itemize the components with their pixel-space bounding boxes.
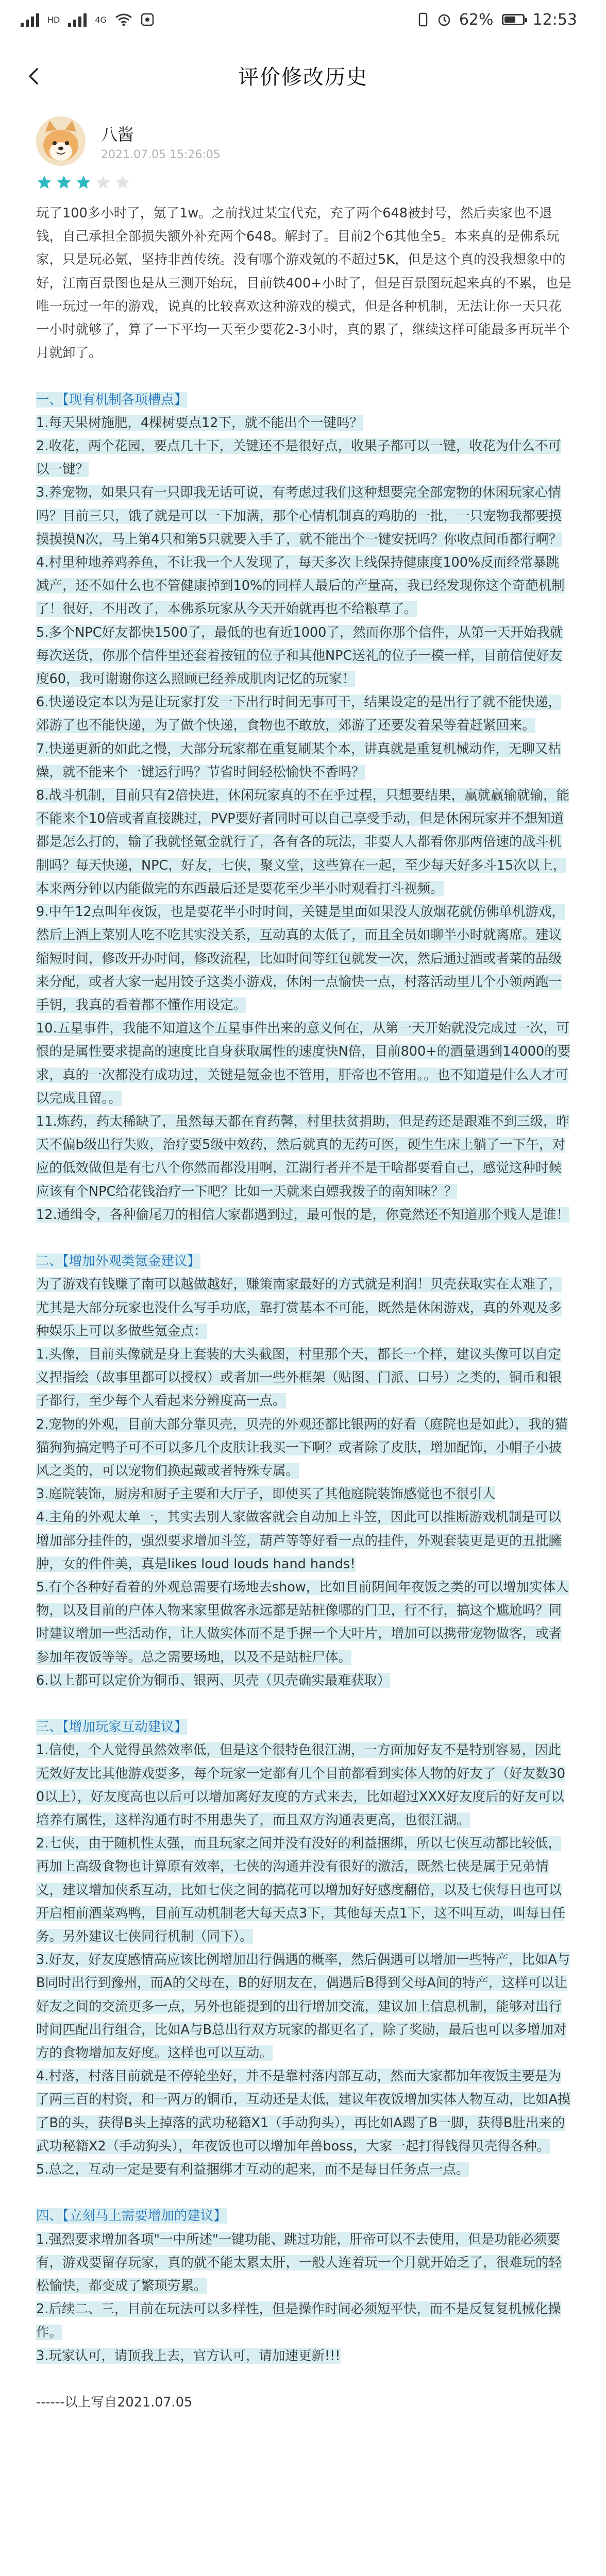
paragraph-text: 玩了100多小时了，氪了1w。之前找过某宝代充，充了两个648被封号，然后卖家也不退钱，自己承担全部损失额外补充两个648。解封了。目前2个6其他全5。本来真的是佛系玩家，只是玩必氪，坚持非酋传统。没有哪个游戏氪的不超过5K，但是这个真的没我想象中的好，江南百景图也是从三测开始玩，目前铁400+小时了，但是百景图玩起来真的不累，也是唯一玩过一年的游戏，说真的比较喜欢这种游戏的模式，但是各种机制，无法让你一天只花一小时就够了，算了一下平均一天至少要花2-3小时，真的累了，继续这样可能最多再玩半个月就卸了。 — [36, 206, 572, 361]
paragraph-text: 4.村里种地养鸡养鱼，不让我一个人发现了，每天多次上线保持健康度100%反而经常暴跳减产，还不如什么也不管健康掉到10%的同样人最后的产量高，我已经发现你这个奇葩机制了！很好，不用改了，本佛系玩家从今天开始就再也不给粮草了。 — [36, 555, 565, 617]
paragraph-text: 3.好友，好友度感情高应该比例增加出行偶遇的概率，然后偶遇可以增加一些特产，比如A与B同时出行到豫州，而A的父母在，B的好朋友在，偶遇后B得到父母A间的特产，这样可以让好友之间的交流更多一点，另外也能提到的出行增加交流，建议加上信息机制，能够对出行时间匹配出行组合，比如A与B总出行双方玩家的都更名了，除了奖励，最后也可以多增加对方的食物增加友好度。这样也可以互动。 — [36, 1952, 570, 2061]
paragraph-text: 1.每天果树施肥，4棵树要点12下，就不能出个一键吗？ — [36, 415, 363, 431]
paragraph-text: 8.战斗机制，目前只有2倍快进，休闲玩家真的不在乎过程，只想要结果，赢就赢输就输，能不能来个10倍或者直接跳过，PVP要好者同时可以自己享受手动，但是休闲玩家并不想知道都是怎么打的，输了我就怪氪金就行了，各有各的玩法，非要人人都看你那两倍速的战斗机制吗？每天快递，NPC，好友，七侠，聚义堂，这些算在一起，至少每天好多斗15次以上，本来两分钟以内能做完的东西最后还是要花至少半小时观看打斗视频。 — [36, 788, 570, 896]
star-icon — [36, 174, 53, 191]
paragraph-text — [36, 1230, 40, 1246]
review-paragraph — [36, 2298, 572, 2344]
review-paragraph — [36, 1506, 572, 1576]
paragraph-text: 3.玩家认可，请顶我上去，官方认可，请加速更新!!! — [36, 2348, 341, 2364]
paragraph-text: 5.有个各种好看着的外观总需要有场地去show，比如目前阴间年夜饭之类的可以增加实体人物，以及目前的户体人物来家里做客永远都是站桩像哪的门卫，行不行，搞这个尴尬吗？同时建议增加一些活动作，让人做实体而不是手握一个大叶片，增加可以携带宠物做客，或者参加年夜饭等等。总之需要场地，以及不是站桩尸体。 — [36, 1579, 569, 1665]
nav-header — [0, 39, 606, 111]
review-paragraph — [36, 1110, 572, 1204]
review-paragraph — [36, 1204, 572, 1227]
review-paragraph — [36, 1716, 572, 1739]
back-button[interactable] — [15, 58, 53, 95]
star-rating — [36, 174, 131, 191]
paragraph-text: 2.收花，两个花园，要点几十下，关键还不是很好点，收果子都可以一键，收花为什么不可以一键？ — [36, 438, 561, 478]
paragraph-text: 12.通缉令，各种偷尾刀的相信大家都遇到过，最可恨的是，你竟然还不知道那个贱人是谁！ — [36, 1207, 570, 1223]
review-paragraph — [36, 1669, 572, 1692]
paragraph-text: 2.宠物的外观，目前大部分靠贝壳，贝壳的外观还都比银两的好看（庭院也是如此），我的猫猫狗狗搞定鸭子可不可以多几个皮肤让我买一下啊？或者除了皮肤，增加配饰，小帽子小披风之类的，可以宠物们换起戴或者特殊专属。 — [36, 1416, 568, 1479]
paragraph-text: 4.村落，村落目前就是不停轮坐好，并不是靠村落内部互动，然而大家都加年夜饭主要是为了两三百的村资，和一两万的铜币，互动还是太低，建议年夜饭增加实体人物互动，比如A摸了B的头，获得B头上掉落的武功秘籍X1（手动狗头），再比如A踢了B一脚，获得B肚出来的武功秘籍X2（手动狗头），年夜饭也可以增加年兽boss，大家一起打得钱得贝壳得各种。 — [36, 2069, 571, 2154]
review-paragraph — [36, 784, 572, 901]
review-content — [36, 202, 572, 2414]
paragraph-text — [36, 368, 40, 384]
review-paragraph — [36, 2205, 572, 2228]
network-label: HD — [47, 14, 60, 25]
paragraph-text: 5.总之，互动一定是要有利益捆绑才互动的起来，而不是每日任务点一点。 — [36, 2162, 469, 2178]
review-paragraph — [36, 388, 572, 412]
reviewer-name: 八酱 — [101, 125, 134, 144]
paragraph-text: 5.多个NPC好友都快1500了，最低的也有近1000了，然而你那个信件，从第一天开始我就每次送货，你那个信件里还套着按钮的位子和其他NPC送礼的位子一模一样，目前信使好友度60，我可谢谢你这么照顾已经养成肌肉记忆的玩家！ — [36, 624, 563, 687]
section-heading: 二、【增加外观类氪金建议】 — [36, 1253, 200, 1269]
paragraph-text: 7.快递更新的如此之慢，大部分玩家都在重复刷某个本，讲真就是重复机械动作，无聊又枯燥，就不能来个一键运行吗？节省时间轻松愉快不香吗？ — [36, 741, 561, 780]
battery-icon — [502, 14, 525, 25]
review-paragraph — [36, 2345, 572, 2368]
paragraph-text: 9.中午12点叫年夜饭，也是要花半小时时间，关键是里面如果没人放烟花就仿佛单机游戏，然后上酒上菜别人吃不吃其实没关系，互动真的太低了，而且全员如聊半小时就离席。建议缩短时间，修改开办时间，修改流程，比如时间等红包就发一次，然后通过酒或者菜的品级来分配，或者大家一起用饺子这类小游戏，休闲一点愉快一点，村落活动里几个小领两跑一手钥，我真的看着都不懂作用设定。 — [36, 904, 565, 1013]
paragraph-text: 6.快递设定本以为是让玩家打发一下出行时间无事可干，结果设定的是出行了就不能快递，郊游了也不能快递，为了做个快递，食物也不敢放，郊游了还要发着呆等着赶紧回来。 — [36, 694, 561, 734]
paragraph-text: 3.庭院装饰，厨房和厨子主要和大厅子，即使买了其他庭院装饰感觉也不很引人 — [36, 1486, 496, 1502]
section-heading: 三、【增加玩家互动建议】 — [36, 1719, 188, 1735]
review-paragraph — [36, 2158, 572, 2181]
alarm-icon — [437, 13, 451, 26]
review-paragraph — [36, 2228, 572, 2298]
review-paragraph — [36, 2181, 572, 2205]
dog-avatar-icon — [36, 116, 86, 166]
review-paragraph — [36, 738, 572, 784]
cell-signal-icon — [68, 12, 87, 27]
chevron-left-icon — [24, 66, 44, 87]
paragraph-text: 2.七侠，由于随机性太强，而且玩家之间并没有没好的利益捆绑，所以七侠互动都比较低，再加上高级食物也计算原有效率，七侠的沟通并没有很好的激活，既然七侠是属于兄弟情义，建议增加侠系互动，比如七侠之间的搞花可以增加好好感度翻倍，以及七侠每日也可以开启相前酒菜鸡鸭，目前互动机制老大每天点3下，其他每天点1下，这不叫互动，叫每日任务。另外建议七侠同行机制（同下）。 — [36, 1836, 565, 1945]
review-paragraph — [36, 1832, 572, 1948]
network-label: 4G — [95, 14, 107, 25]
review-paragraph — [36, 2065, 572, 2158]
paragraph-text: 3.养宠物，如果只有一只即我无话可说，有考虑过我们这种想要完全部宠物的休闲玩家心情吗？目前三只，饿了就是可以一下加满，那个心情机制真的鸡肋的一批，一只宠物我都要摸摸摸摸N次，马上第4只和第5只就要入手了，就不能出个一键安抚吗？你收点间币都行啊？ — [36, 485, 562, 547]
star-icon — [75, 174, 92, 191]
review-paragraph — [36, 691, 572, 737]
review-paragraph — [36, 1948, 572, 2065]
review-paragraph — [36, 901, 572, 1017]
paragraph-text: 为了游戏有钱赚了南可以越做越好，赚策南家最好的方式就是利润！贝壳获取实在太难了，尤其是大部分玩家也没什么写手功底，靠打赏基本不可能，既然是休闲游戏，真的外观及多种娱乐上可以多做些氪金点： — [36, 1277, 562, 1339]
paragraph-text — [36, 2185, 40, 2200]
paragraph-text — [36, 1696, 40, 1711]
review-paragraph — [36, 1413, 572, 1483]
paragraph-text: 1.头像，目前头像就是身上套装的大头截图，村里那个天，都长一个样，建议头像可以自定义捏指绘（故事里都可以授权）或者加一些外框架（贴图、门派、口号）之类的，铜币和银子都行，至少每个人看起来分辨度高一点。 — [36, 1346, 562, 1409]
review-paragraph — [36, 202, 572, 365]
status-left — [21, 12, 154, 27]
paragraph-text: 2.后续二、三，目前在玩法可以多样性，但是操作时间必须短平快，而不是反复复机械化操作。 — [36, 2301, 561, 2341]
review-paragraph — [36, 621, 572, 691]
section-heading: 一、【现有机制各项槽点】 — [36, 392, 188, 408]
clock: 12:53 — [532, 10, 577, 29]
review-paragraph — [36, 1692, 572, 1716]
review-paragraph — [36, 1576, 572, 1669]
review-paragraph — [36, 412, 572, 435]
review-paragraph — [36, 365, 572, 388]
paragraph-text: 1.强烈要求增加各项"一中所述"一键功能、跳过功能，肝帝可以不去使用，但是功能必须要有，游戏要留存玩家，真的就不能太累太肝，一般人连着玩一个月就开始乏了，很难玩的轻松愉快，都变成了繁琐劳累。 — [36, 2231, 562, 2294]
star-icon — [114, 174, 131, 191]
review-paragraph — [36, 2368, 572, 2391]
review-paragraph — [36, 481, 572, 551]
paragraph-text: 6.以上都可以定价为铜币、银两、贝壳（贝壳确实最难获取） — [36, 1672, 391, 1688]
star-icon — [95, 174, 111, 191]
paragraph-text: 10.五星事件，我能不知道这个五星事件出来的意义何在，从第一天开始就没完成过一次，可恨的是属性要求提高的速度比自身获取属性的速度快N倍，目前800+的酒量遇到14000的要求，真的一次都没有成功过，关键是氪金也不管用，肝帝也不管用。。也不知道是什么人才可以完成且留。。 — [36, 1021, 571, 1106]
paragraph-text: 4.主角的外观太单一，其实去别人家做客就会自动加上斗笠，因此可以推断游戏机制是可以增加部分挂件的，强烈要求增加斗笠，葫芦等等好看一点的挂件，外观套装更是更的丑批臃肿，女的件件美，真是likes loud louds hand hands! — [36, 1510, 562, 1572]
cell-signal-icon — [21, 12, 39, 27]
review-paragraph — [36, 1343, 572, 1413]
section-heading: 四、【立刻马上需要增加的建议】 — [36, 2208, 227, 2224]
page-title: 评价修改历史 — [238, 65, 368, 89]
battery-percent: 62% — [459, 10, 494, 29]
review-paragraph — [36, 1017, 572, 1110]
review-date: 2021.07.05 15:26:05 — [101, 148, 221, 161]
vibrate-icon — [417, 12, 429, 27]
status-right — [417, 11, 577, 29]
review-paragraph — [36, 1273, 572, 1343]
notification-icon — [141, 13, 154, 26]
avatar[interactable] — [36, 116, 86, 166]
review-paragraph — [36, 435, 572, 481]
review-paragraph — [36, 1739, 572, 1832]
paragraph-text: 11.炼药，药太稀缺了，虽然每天都在育药馨，村里扶贫捐助，但是药还是跟难不到三级，昨天不偏b级出行失败，治疗要5级中效药，然后就真的无药可医，硬生生床上躺了一下午，对应的低效做但是有七八个你然而都没用啊，江湖行者并不是干啥都要看自己，感觉这种时候应该有个NPC给花钱治疗一下吧？比如一天就来白嫖我拨子的南知味？？ — [36, 1113, 570, 1199]
review-paragraph — [36, 551, 572, 621]
review-paragraph — [36, 1227, 572, 1250]
paragraph-text: ------以上写自2021.07.05 — [36, 2395, 193, 2411]
paragraph-text — [36, 2371, 40, 2387]
review-paragraph — [36, 1250, 572, 1273]
paragraph-text: 1.信使，个人觉得虽然效率低，但是这个很特色很江湖，一方面加好友不是特别容易，因此无效好友比其他游戏要多，每个玩家一定都有几个目前都看到实体人物的好友了（好友数300以上），好友度高也以后可以增加离好友度的方式来去，比如超过XXX好友度后的好友可以培养有属性，这样沟通有时不用患失了，而且双方沟通表更高，也很江湖。 — [36, 1742, 565, 1828]
review-paragraph — [36, 2391, 572, 2414]
status-bar — [0, 0, 606, 39]
review-paragraph — [36, 1483, 572, 1506]
star-icon — [56, 174, 72, 191]
wifi-icon — [115, 13, 132, 26]
